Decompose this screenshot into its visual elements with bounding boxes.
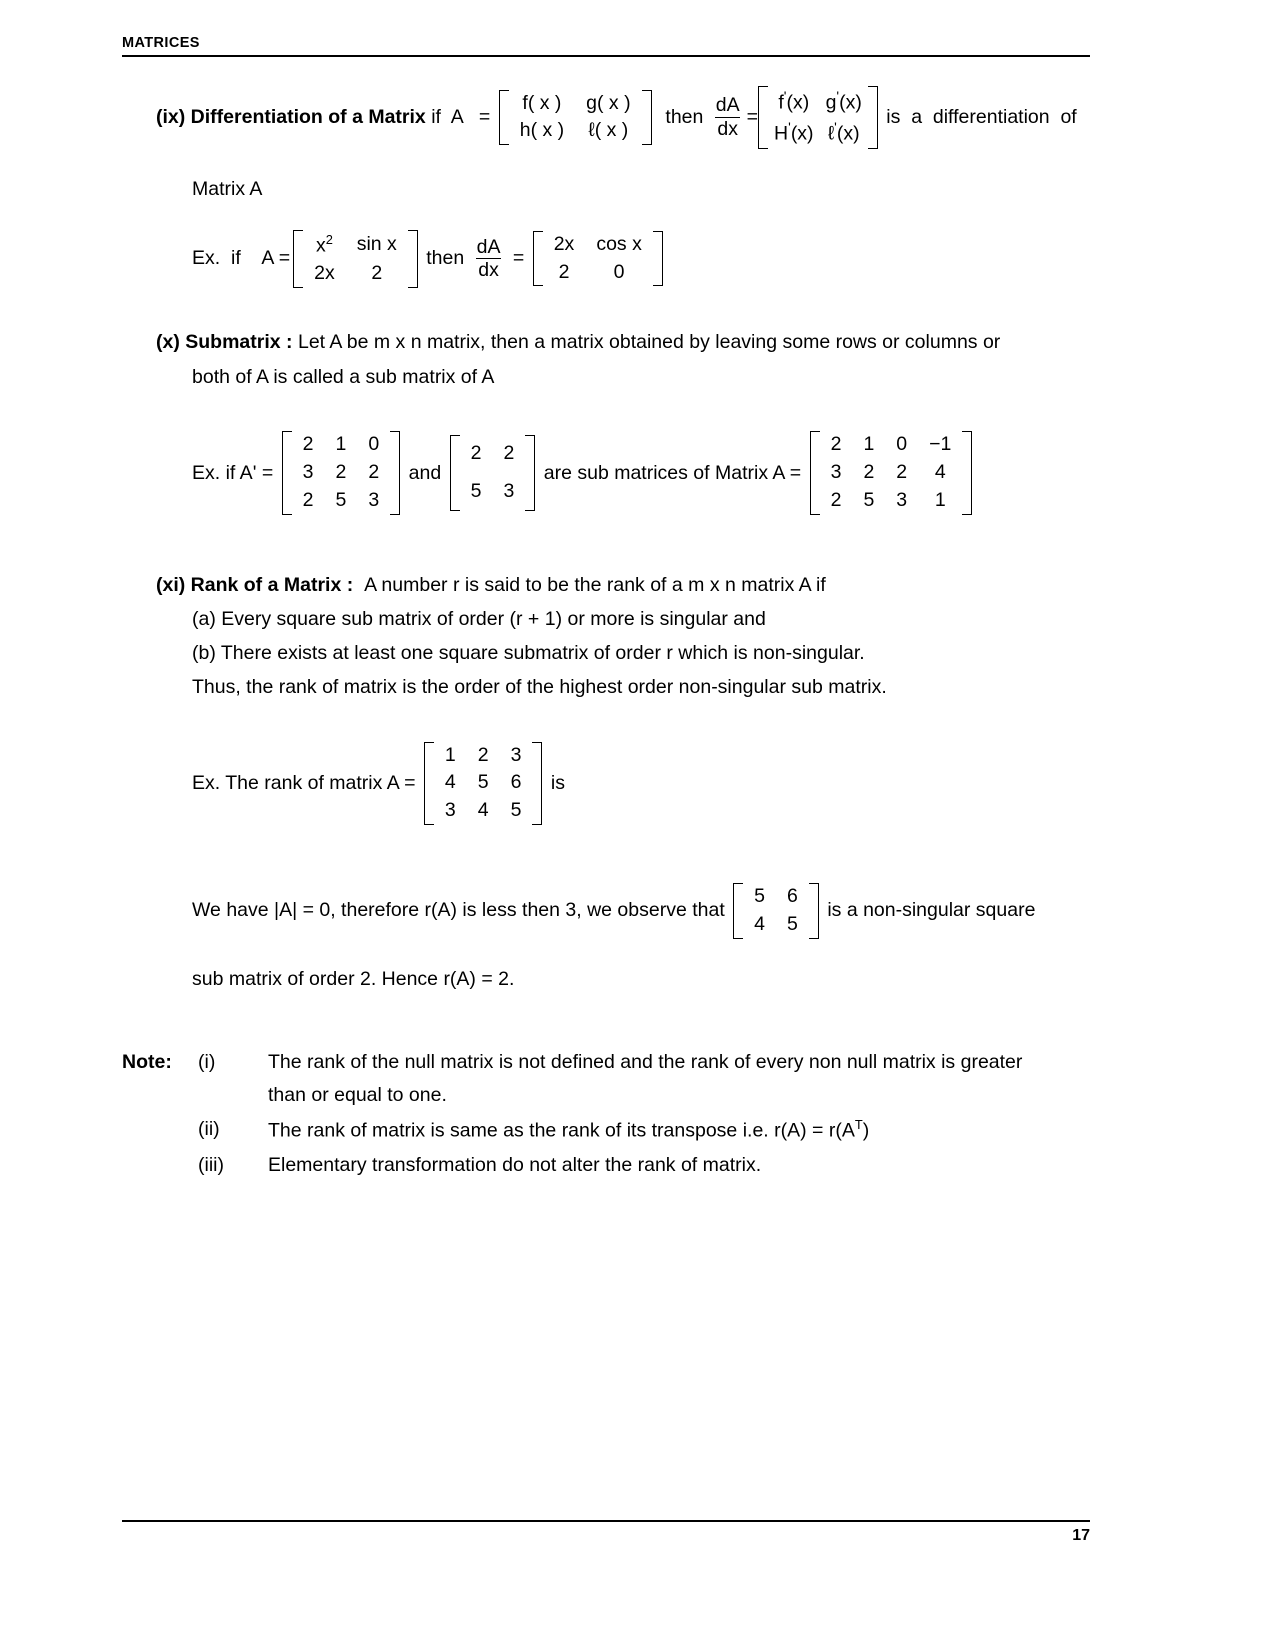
matrix-cell: 5 bbox=[510, 799, 522, 822]
bracket-right bbox=[408, 230, 418, 288]
matrix-row bbox=[820, 431, 963, 459]
matrix-row bbox=[460, 435, 526, 473]
matrix-cell: 3 bbox=[444, 799, 456, 822]
matrix-example-A bbox=[293, 230, 418, 288]
matrix-row bbox=[509, 117, 642, 145]
submatrix-title: Submatrix : bbox=[185, 330, 293, 353]
submatrix-and: and bbox=[408, 461, 442, 484]
matrix-row bbox=[768, 117, 868, 148]
matrix-cell: 4 bbox=[444, 771, 456, 794]
matrix-cell: g'(x) bbox=[825, 88, 862, 114]
matrix-A-full bbox=[810, 431, 973, 514]
rank-observe-prefix: We have |A| = 0, therefore r(A) is less then 3, we observe that bbox=[192, 899, 725, 922]
bracket-right bbox=[653, 231, 663, 287]
matrix-cell: f( x ) bbox=[522, 91, 562, 114]
matrix-cell: 2x bbox=[553, 232, 575, 255]
matrix-cell: 3 bbox=[896, 489, 908, 512]
matrix-cell: 5 bbox=[754, 884, 766, 907]
matrix-cell: 4 bbox=[934, 461, 946, 484]
matrix-cell: 2 bbox=[503, 442, 515, 465]
section-submatrix bbox=[122, 330, 1097, 515]
rank-observe-suffix: is a non-singular square bbox=[827, 899, 1036, 922]
matrix-example-dA bbox=[533, 231, 663, 287]
bracket-right bbox=[809, 883, 819, 939]
bracket-left bbox=[758, 86, 768, 149]
header-rule bbox=[122, 55, 1090, 57]
matrix-nonsingular-2x2 bbox=[733, 883, 819, 939]
matrix-cell: 5 bbox=[335, 489, 347, 512]
matrix-cell: 2 bbox=[371, 261, 383, 284]
matrix-row bbox=[292, 431, 391, 459]
differentiation-title: Differentiation of a Matrix bbox=[190, 105, 426, 128]
rank-heading-row bbox=[122, 573, 1097, 598]
note-item-ii bbox=[122, 1108, 1097, 1143]
note-number: (ii) bbox=[198, 1118, 220, 1141]
matrix-row bbox=[820, 459, 963, 487]
matrix-row bbox=[743, 883, 809, 911]
note-text-line1: The rank of the null matrix is not defined and the rank of every non null matrix is greater bbox=[268, 1050, 1023, 1073]
matrix-cell: 4 bbox=[754, 912, 766, 935]
rank-marker: (xi) bbox=[156, 573, 186, 596]
differentiation-marker: (ix) bbox=[156, 105, 186, 128]
matrix-cell: 0 bbox=[896, 433, 908, 456]
matrix-cell: 1 bbox=[335, 433, 347, 456]
note-text-before: The rank of matrix is same as the rank of its transpose i.e. r(A) = r(A bbox=[268, 1119, 855, 1142]
matrix-cell: f'(x) bbox=[778, 88, 810, 114]
matrix-row bbox=[509, 90, 642, 118]
matrix-rank-example bbox=[424, 742, 543, 825]
matrix-cell: 2 bbox=[470, 442, 482, 465]
note-number: (iii) bbox=[198, 1153, 224, 1176]
bracket-left bbox=[282, 431, 292, 514]
matrix-A-prime bbox=[282, 431, 401, 514]
matrix-cell: 2 bbox=[830, 433, 842, 456]
matrix-cell: 1 bbox=[934, 489, 946, 512]
matrix-cell: 2 bbox=[558, 260, 570, 283]
differentiation-tail: is a differentiation of bbox=[886, 105, 1077, 128]
matrix-cell: H'(x) bbox=[774, 119, 814, 145]
page-content bbox=[122, 86, 1097, 1178]
rank-example-suffix: is bbox=[550, 771, 565, 794]
matrix-cell: 0 bbox=[613, 260, 625, 283]
matrix-cell: ℓ( x ) bbox=[588, 119, 629, 142]
page-footer bbox=[122, 1520, 1090, 1545]
matrix-cell: 2x bbox=[314, 261, 335, 284]
matrix-cell: 3 bbox=[510, 743, 522, 766]
matrix-cell: 2 bbox=[863, 461, 875, 484]
page-header bbox=[122, 36, 1090, 57]
differentiation-then: then bbox=[665, 105, 704, 128]
rank-observe-line2: sub matrix of order 2. Hence r(A) = 2. bbox=[192, 967, 515, 990]
matrix-cell: 3 bbox=[830, 461, 842, 484]
matrix-cell: 1 bbox=[444, 743, 456, 766]
matrix-cell: 6 bbox=[510, 771, 522, 794]
matrix-cell: 2 bbox=[302, 489, 314, 512]
matrix-row bbox=[820, 487, 963, 515]
matrix-cell: 3 bbox=[368, 489, 380, 512]
submatrix-middle-text: are sub matrices of Matrix A = bbox=[543, 461, 802, 484]
matrix-row bbox=[292, 487, 391, 515]
note-number: (i) bbox=[198, 1050, 216, 1073]
matrix-cell: 4 bbox=[477, 799, 489, 822]
note-text bbox=[268, 1117, 1097, 1143]
matrix-row bbox=[434, 742, 533, 770]
matrix-row bbox=[434, 769, 533, 797]
fraction-dA-dx-example bbox=[475, 237, 503, 281]
bracket-left bbox=[424, 742, 434, 825]
transpose-superscript: T bbox=[854, 1117, 863, 1133]
equals-sign: = bbox=[746, 105, 759, 128]
matrix-cell: 0 bbox=[368, 433, 380, 456]
page-number: 17 bbox=[1072, 1527, 1090, 1544]
matrix-cell: h( x ) bbox=[519, 119, 565, 142]
submatrix-heading-row bbox=[122, 330, 1097, 355]
matrix-cell: 6 bbox=[787, 884, 798, 907]
bracket-left bbox=[450, 435, 460, 511]
differentiation-lead: if A = bbox=[431, 105, 491, 128]
fraction-numerator: dA bbox=[476, 235, 501, 258]
matrix-A-functions bbox=[499, 90, 652, 146]
matrix-sub-2x2 bbox=[450, 435, 536, 511]
fraction-denominator: dx bbox=[478, 259, 499, 282]
matrix-cell: 3 bbox=[503, 480, 515, 503]
bracket-right bbox=[525, 435, 535, 511]
matrix-row bbox=[303, 260, 408, 288]
matrix-cell: 5 bbox=[470, 480, 482, 503]
rank-text: A number r is said to be the rank of a m x n matrix A if bbox=[364, 573, 826, 596]
rank-title: Rank of a Matrix : bbox=[190, 573, 354, 596]
fraction-dA-dx bbox=[714, 95, 742, 139]
matrix-row bbox=[768, 86, 868, 117]
note-item-iii bbox=[122, 1144, 1097, 1178]
matrix-cell: $x^2$ bbox=[315, 231, 333, 257]
submatrix-marker: (x) bbox=[156, 330, 180, 353]
note-text-line2: than or equal to one. bbox=[268, 1084, 447, 1107]
bracket-left bbox=[499, 90, 509, 146]
note-text-after: ) bbox=[862, 1119, 870, 1142]
matrix-row bbox=[460, 473, 526, 511]
rank-item-b: (b) There exists at least one square submatrix of order r which is non-singular. bbox=[192, 641, 865, 664]
rank-observe-row bbox=[122, 883, 1097, 939]
matrix-cell: ℓ'(x) bbox=[827, 119, 860, 145]
differentiation-matrix-a-label: Matrix A bbox=[192, 177, 263, 200]
rank-example-row bbox=[122, 742, 1097, 825]
matrix-cell: 2 bbox=[477, 743, 489, 766]
section-note bbox=[122, 1050, 1097, 1178]
matrix-cell: 2 bbox=[302, 433, 314, 456]
submatrix-text-line2: both of A is called a sub matrix of A bbox=[192, 365, 495, 388]
matrix-cell: −1 bbox=[929, 433, 952, 456]
differentiation-heading-row bbox=[122, 86, 1097, 149]
example-then: then bbox=[426, 247, 465, 270]
submatrix-example-prefix: Ex. if A' = bbox=[192, 461, 274, 484]
matrix-cell: 2 bbox=[335, 461, 347, 484]
matrix-row bbox=[743, 911, 809, 939]
note-item-i bbox=[122, 1050, 1097, 1109]
bracket-right bbox=[390, 431, 400, 514]
bracket-left bbox=[733, 883, 743, 939]
fraction-numerator: dA bbox=[715, 94, 740, 117]
matrix-row bbox=[543, 231, 653, 259]
matrix-cell: sin x bbox=[356, 232, 397, 255]
matrix-row bbox=[292, 459, 391, 487]
matrix-cell: cos x bbox=[596, 232, 642, 255]
bracket-left bbox=[533, 231, 543, 287]
matrix-row bbox=[543, 259, 653, 287]
bracket-left bbox=[293, 230, 303, 288]
differentiation-example-row bbox=[122, 230, 1097, 288]
section-differentiation bbox=[122, 86, 1097, 288]
matrix-cell: g( x ) bbox=[586, 91, 631, 114]
note-text: Elementary transformation do not alter the rank of matrix. bbox=[268, 1153, 762, 1176]
matrix-cell: 5 bbox=[477, 771, 489, 794]
matrix-cell: 5 bbox=[787, 912, 798, 935]
matrix-cell: 2 bbox=[830, 489, 842, 512]
matrix-row bbox=[434, 797, 533, 825]
matrix-cell: 2 bbox=[368, 461, 380, 484]
submatrix-text-line1: Let A be m x n matrix, then a matrix obtained by leaving some rows or columns or bbox=[297, 330, 1001, 353]
rank-item-a: (a) Every square sub matrix of order (r + 1) or more is singular and bbox=[192, 607, 766, 630]
rank-thus: Thus, the rank of matrix is the order of the highest order non-singular sub matrix. bbox=[192, 675, 887, 698]
bracket-right bbox=[962, 431, 972, 514]
bracket-right bbox=[868, 86, 878, 149]
bracket-left bbox=[810, 431, 820, 514]
matrix-cell: 2 bbox=[896, 461, 908, 484]
fraction-denominator: dx bbox=[717, 117, 739, 140]
matrix-dA-dx bbox=[758, 86, 878, 149]
matrix-cell: 5 bbox=[863, 489, 875, 512]
equals-sign: = bbox=[512, 247, 525, 270]
submatrix-example-row bbox=[122, 431, 1097, 514]
note-label: Note: bbox=[122, 1050, 172, 1073]
matrix-cell: 3 bbox=[302, 461, 314, 484]
section-rank bbox=[122, 573, 1097, 992]
rank-example-prefix: Ex. The rank of matrix A = bbox=[192, 771, 416, 794]
matrix-row bbox=[303, 230, 408, 260]
matrix-cell: 1 bbox=[863, 433, 875, 456]
bracket-right bbox=[642, 90, 652, 146]
header-title: MATRICES bbox=[122, 35, 200, 51]
example-prefix: Ex. if A = bbox=[192, 247, 291, 270]
bracket-right bbox=[532, 742, 542, 825]
